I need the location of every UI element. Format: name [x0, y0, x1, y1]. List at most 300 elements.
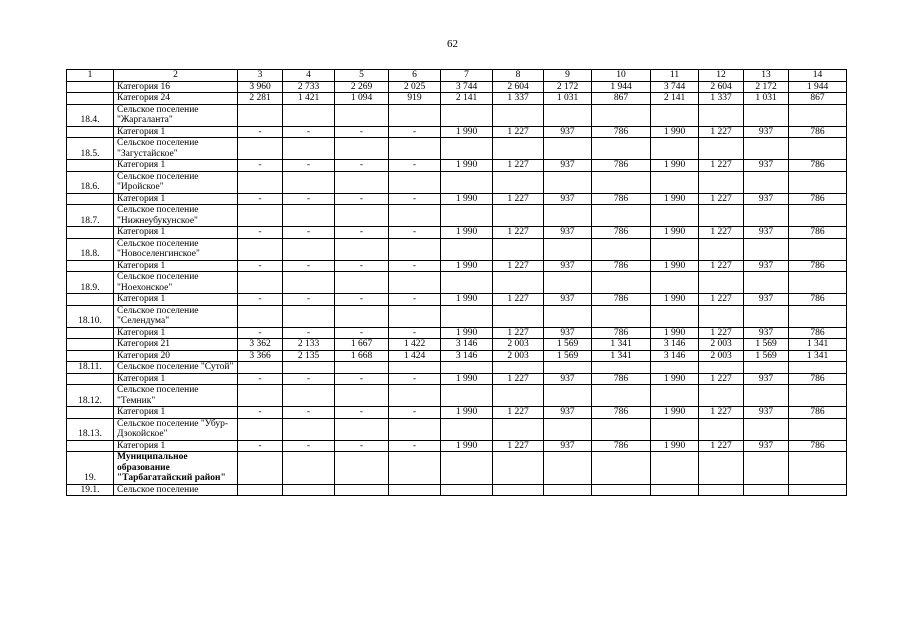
value-cell: 1 990: [441, 327, 493, 339]
value-cell: 1 031: [744, 93, 789, 105]
value-cell: 1 341: [592, 339, 651, 351]
value-cell: [592, 418, 651, 440]
value-cell: [592, 138, 651, 160]
value-cell: 2 003: [493, 350, 544, 362]
value-cell: -: [389, 294, 441, 306]
value-cell: [283, 452, 335, 485]
table-row: [67, 193, 847, 205]
value-cell: [592, 205, 651, 227]
value-cell: [651, 305, 699, 327]
value-cell: -: [238, 294, 283, 306]
value-cell: -: [238, 407, 283, 419]
value-cell: [699, 138, 744, 160]
value-cell: 786: [789, 294, 847, 306]
value-cell: 1 990: [441, 227, 493, 239]
value-cell: [592, 452, 651, 485]
value-cell: -: [283, 227, 335, 239]
value-cell: 1 227: [699, 227, 744, 239]
value-cell: 786: [789, 407, 847, 419]
value-cell: [592, 362, 651, 374]
value-cell: -: [335, 373, 389, 385]
value-cell: [699, 305, 744, 327]
value-cell: [441, 205, 493, 227]
table-row: [67, 126, 847, 138]
value-cell: [283, 484, 335, 496]
table-row: [67, 260, 847, 272]
value-cell: 1 990: [651, 260, 699, 272]
value-cell: [335, 452, 389, 485]
value-cell: [789, 305, 847, 327]
value-cell: [283, 205, 335, 227]
row-index-cell: [67, 373, 114, 385]
row-name-cell: Муниципальное образование "Тарбагатайский район": [114, 452, 238, 485]
value-cell: [544, 418, 592, 440]
value-cell: 786: [592, 260, 651, 272]
table-row: [67, 418, 847, 440]
value-cell: [389, 171, 441, 193]
table-row: [67, 171, 847, 193]
value-cell: -: [238, 373, 283, 385]
row-index-cell: [67, 81, 114, 93]
value-cell: [744, 484, 789, 496]
value-cell: 1 990: [441, 126, 493, 138]
value-cell: 3 960: [238, 81, 283, 93]
header-cell: 1: [67, 70, 114, 82]
value-cell: -: [389, 126, 441, 138]
value-cell: [283, 418, 335, 440]
value-cell: [335, 305, 389, 327]
row-name-cell: Категория 1: [114, 260, 238, 272]
value-cell: [238, 138, 283, 160]
value-cell: [441, 238, 493, 260]
value-cell: 1 990: [651, 227, 699, 239]
value-cell: 1 990: [441, 160, 493, 172]
row-name-cell: Категория 16: [114, 81, 238, 93]
value-cell: 1 990: [651, 126, 699, 138]
value-cell: 1 990: [651, 193, 699, 205]
value-cell: 3 146: [651, 350, 699, 362]
value-cell: [441, 418, 493, 440]
value-cell: [335, 418, 389, 440]
value-cell: -: [389, 440, 441, 452]
value-cell: 2 269: [335, 81, 389, 93]
value-cell: -: [238, 160, 283, 172]
value-cell: 937: [544, 126, 592, 138]
table-row: [67, 452, 847, 485]
value-cell: 2 604: [699, 81, 744, 93]
value-cell: [699, 238, 744, 260]
value-cell: 2 172: [744, 81, 789, 93]
row-name-cell: Сельское поселение "Загустайское": [114, 138, 238, 160]
value-cell: [592, 272, 651, 294]
value-cell: -: [389, 193, 441, 205]
value-cell: 1 227: [699, 440, 744, 452]
value-cell: [335, 385, 389, 407]
page-number: 62: [447, 38, 458, 50]
value-cell: [238, 272, 283, 294]
row-name-cell: Категория 1: [114, 227, 238, 239]
value-cell: [651, 205, 699, 227]
value-cell: 937: [744, 227, 789, 239]
value-cell: 1 990: [441, 193, 493, 205]
row-index-cell: [67, 93, 114, 105]
value-cell: 1 990: [441, 294, 493, 306]
value-cell: -: [335, 193, 389, 205]
table-row: [67, 305, 847, 327]
value-cell: 786: [592, 440, 651, 452]
value-cell: 937: [744, 327, 789, 339]
value-cell: [789, 205, 847, 227]
value-cell: -: [283, 126, 335, 138]
value-cell: [789, 484, 847, 496]
value-cell: 1 668: [335, 350, 389, 362]
value-cell: [592, 104, 651, 126]
value-cell: [592, 484, 651, 496]
row-name-cell: Категория 1: [114, 440, 238, 452]
value-cell: [283, 238, 335, 260]
value-cell: [699, 385, 744, 407]
value-cell: -: [335, 126, 389, 138]
value-cell: [789, 272, 847, 294]
value-cell: 2 733: [283, 81, 335, 93]
value-cell: 1 227: [493, 440, 544, 452]
table-row: [67, 81, 847, 93]
value-cell: -: [283, 294, 335, 306]
value-cell: 937: [544, 160, 592, 172]
value-cell: -: [283, 407, 335, 419]
row-index-cell: 18.7.: [67, 205, 114, 227]
value-cell: [699, 104, 744, 126]
value-cell: 1 094: [335, 93, 389, 105]
value-cell: [441, 362, 493, 374]
value-cell: 786: [789, 227, 847, 239]
value-cell: 1 227: [493, 327, 544, 339]
value-cell: 2 172: [544, 81, 592, 93]
row-name-cell: Категория 1: [114, 294, 238, 306]
value-cell: [238, 418, 283, 440]
value-cell: [592, 238, 651, 260]
value-cell: [651, 104, 699, 126]
row-name-cell: Сельское поселение "Иройское": [114, 171, 238, 193]
table-row: [67, 104, 847, 126]
value-cell: 786: [592, 227, 651, 239]
value-cell: [335, 205, 389, 227]
value-cell: 786: [592, 193, 651, 205]
value-cell: 1 990: [441, 407, 493, 419]
row-index-cell: [67, 440, 114, 452]
row-name-cell: Сельское поселение "Темник": [114, 385, 238, 407]
table-row: [67, 339, 847, 351]
row-name-cell: Категория 1: [114, 193, 238, 205]
value-cell: 1 944: [789, 81, 847, 93]
value-cell: [389, 138, 441, 160]
value-cell: [493, 104, 544, 126]
value-cell: [441, 452, 493, 485]
value-cell: [238, 305, 283, 327]
value-cell: 2 003: [699, 350, 744, 362]
value-cell: [493, 418, 544, 440]
table-row: [67, 238, 847, 260]
table-row: [67, 294, 847, 306]
value-cell: [283, 171, 335, 193]
value-cell: [283, 104, 335, 126]
value-cell: -: [283, 193, 335, 205]
table-row: [67, 484, 847, 496]
value-cell: [493, 238, 544, 260]
header-cell: 4: [283, 70, 335, 82]
value-cell: 937: [744, 373, 789, 385]
value-cell: 1 227: [699, 193, 744, 205]
value-cell: 1 227: [699, 294, 744, 306]
value-cell: [789, 418, 847, 440]
value-cell: [651, 238, 699, 260]
value-cell: [283, 385, 335, 407]
value-cell: [699, 205, 744, 227]
header-cell: 10: [592, 70, 651, 82]
value-cell: 2 003: [493, 339, 544, 351]
value-cell: 1 227: [493, 160, 544, 172]
value-cell: 1 227: [493, 407, 544, 419]
value-cell: 919: [389, 93, 441, 105]
value-cell: 1 990: [651, 373, 699, 385]
value-cell: 786: [789, 327, 847, 339]
value-cell: 2 141: [651, 93, 699, 105]
table-row: [67, 160, 847, 172]
value-cell: 937: [544, 327, 592, 339]
value-cell: 937: [544, 407, 592, 419]
value-cell: 1 667: [335, 339, 389, 351]
header-cell: 8: [493, 70, 544, 82]
value-cell: [544, 171, 592, 193]
header-cell: 6: [389, 70, 441, 82]
value-cell: 937: [544, 260, 592, 272]
value-cell: 786: [789, 126, 847, 138]
value-cell: 786: [592, 407, 651, 419]
row-index-cell: 18.6.: [67, 171, 114, 193]
value-cell: 2 003: [699, 339, 744, 351]
row-name-cell: Категория 1: [114, 373, 238, 385]
table-row: [67, 407, 847, 419]
header-cell: 9: [544, 70, 592, 82]
value-cell: 1 337: [699, 93, 744, 105]
value-cell: [389, 362, 441, 374]
row-name-cell: Сельское поселение "Нижнеубукунское": [114, 205, 238, 227]
value-cell: 937: [744, 260, 789, 272]
row-name-cell: Категория 1: [114, 160, 238, 172]
row-name-cell: Категория 1: [114, 126, 238, 138]
value-cell: 786: [789, 193, 847, 205]
row-index-cell: 18.5.: [67, 138, 114, 160]
value-cell: [493, 385, 544, 407]
value-cell: [544, 484, 592, 496]
value-cell: 1 944: [592, 81, 651, 93]
value-cell: [335, 362, 389, 374]
header-cell: 7: [441, 70, 493, 82]
value-cell: [744, 104, 789, 126]
row-name-cell: Категория 20: [114, 350, 238, 362]
value-cell: 786: [789, 440, 847, 452]
value-cell: 937: [744, 407, 789, 419]
value-cell: 937: [744, 126, 789, 138]
value-cell: 1 990: [441, 440, 493, 452]
value-cell: 1 227: [699, 260, 744, 272]
value-cell: [238, 205, 283, 227]
table-row: [67, 440, 847, 452]
value-cell: [544, 305, 592, 327]
value-cell: [744, 452, 789, 485]
row-index-cell: [67, 227, 114, 239]
row-index-cell: [67, 260, 114, 272]
value-cell: [238, 171, 283, 193]
value-cell: [699, 418, 744, 440]
value-cell: [744, 272, 789, 294]
value-cell: -: [238, 327, 283, 339]
value-cell: [238, 362, 283, 374]
value-cell: 3 362: [238, 339, 283, 351]
value-cell: 1 031: [544, 93, 592, 105]
value-cell: 1 422: [389, 339, 441, 351]
value-cell: [651, 418, 699, 440]
value-cell: [744, 138, 789, 160]
row-index-cell: 18.11.: [67, 362, 114, 374]
value-cell: 3 744: [651, 81, 699, 93]
value-cell: [744, 385, 789, 407]
value-cell: [238, 238, 283, 260]
row-index-cell: [67, 407, 114, 419]
value-cell: [651, 484, 699, 496]
value-cell: [651, 171, 699, 193]
table-row: [67, 272, 847, 294]
value-cell: 1 227: [699, 160, 744, 172]
value-cell: [699, 452, 744, 485]
value-cell: [335, 238, 389, 260]
value-cell: 1 421: [283, 93, 335, 105]
value-cell: [651, 385, 699, 407]
value-cell: [544, 362, 592, 374]
value-cell: 1 227: [493, 260, 544, 272]
tariff-table: [66, 69, 847, 496]
row-name-cell: Сельское поселение "Ноехонское": [114, 272, 238, 294]
value-cell: [544, 452, 592, 485]
value-cell: 2 281: [238, 93, 283, 105]
row-index-cell: [67, 160, 114, 172]
value-cell: 937: [544, 193, 592, 205]
value-cell: 786: [789, 373, 847, 385]
value-cell: 1 990: [651, 160, 699, 172]
value-cell: 1 227: [493, 193, 544, 205]
row-name-cell: Категория 24: [114, 93, 238, 105]
value-cell: [699, 484, 744, 496]
value-cell: [238, 104, 283, 126]
row-index-cell: 18.4.: [67, 104, 114, 126]
value-cell: -: [283, 260, 335, 272]
value-cell: 1 990: [651, 407, 699, 419]
value-cell: [441, 385, 493, 407]
value-cell: 3 146: [441, 350, 493, 362]
value-cell: 1 569: [744, 350, 789, 362]
value-cell: [335, 272, 389, 294]
row-name-cell: Сельское поселение "Убур-Дзокойское": [114, 418, 238, 440]
value-cell: [389, 104, 441, 126]
value-cell: [744, 362, 789, 374]
value-cell: 1 990: [441, 373, 493, 385]
value-cell: -: [335, 327, 389, 339]
value-cell: [389, 305, 441, 327]
value-cell: [335, 171, 389, 193]
row-name-cell: Категория 1: [114, 407, 238, 419]
value-cell: [592, 171, 651, 193]
value-cell: [389, 452, 441, 485]
row-index-cell: [67, 193, 114, 205]
header-cell: 11: [651, 70, 699, 82]
value-cell: [744, 305, 789, 327]
value-cell: 1 569: [544, 339, 592, 351]
header-cell: 5: [335, 70, 389, 82]
value-cell: [699, 362, 744, 374]
value-cell: -: [238, 126, 283, 138]
row-name-cell: Сельское поселение "Селендума": [114, 305, 238, 327]
row-name-cell: Категория 1: [114, 327, 238, 339]
value-cell: [744, 238, 789, 260]
value-cell: [389, 238, 441, 260]
value-cell: 937: [744, 440, 789, 452]
row-index-cell: [67, 294, 114, 306]
header-row: [67, 70, 847, 82]
value-cell: [544, 138, 592, 160]
value-cell: 2 604: [493, 81, 544, 93]
value-cell: [441, 138, 493, 160]
value-cell: 937: [544, 373, 592, 385]
value-cell: 2 025: [389, 81, 441, 93]
value-cell: [699, 272, 744, 294]
value-cell: -: [238, 193, 283, 205]
value-cell: 2 133: [283, 339, 335, 351]
value-cell: [789, 385, 847, 407]
value-cell: -: [389, 407, 441, 419]
value-cell: 1 990: [651, 440, 699, 452]
value-cell: [789, 171, 847, 193]
value-cell: [238, 452, 283, 485]
value-cell: 3 744: [441, 81, 493, 93]
value-cell: [441, 104, 493, 126]
value-cell: [389, 205, 441, 227]
value-cell: 1 990: [651, 294, 699, 306]
row-index-cell: 18.12.: [67, 385, 114, 407]
header-cell: 2: [114, 70, 238, 82]
header-cell: 12: [699, 70, 744, 82]
value-cell: 3 146: [441, 339, 493, 351]
value-cell: 937: [744, 193, 789, 205]
value-cell: [592, 385, 651, 407]
value-cell: 1 990: [441, 260, 493, 272]
value-cell: 1 227: [493, 294, 544, 306]
value-cell: 1 227: [493, 373, 544, 385]
value-cell: -: [283, 373, 335, 385]
header-cell: 13: [744, 70, 789, 82]
value-cell: [441, 171, 493, 193]
table-row: [67, 327, 847, 339]
value-cell: [335, 138, 389, 160]
value-cell: -: [238, 440, 283, 452]
value-cell: 937: [544, 294, 592, 306]
value-cell: [544, 272, 592, 294]
value-cell: [789, 238, 847, 260]
value-cell: -: [389, 227, 441, 239]
value-cell: [744, 171, 789, 193]
value-cell: 786: [789, 160, 847, 172]
value-cell: [544, 104, 592, 126]
value-cell: 1 569: [744, 339, 789, 351]
